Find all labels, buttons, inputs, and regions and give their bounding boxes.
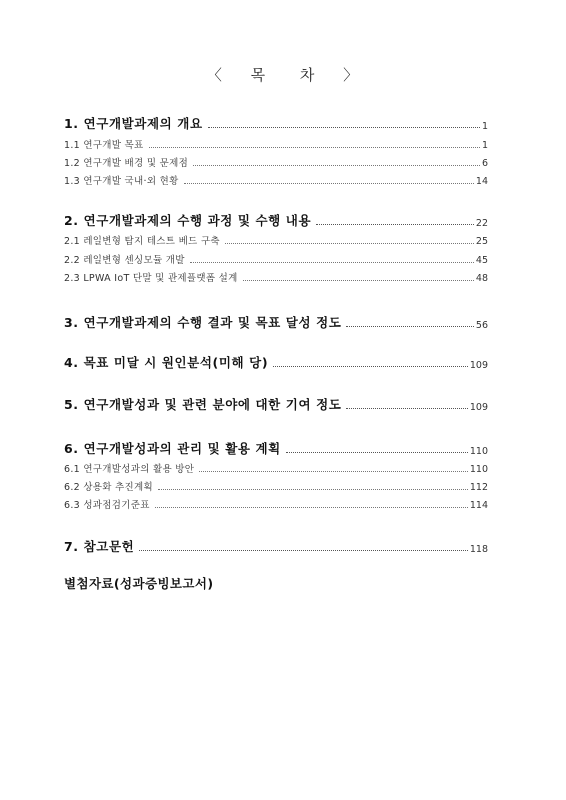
toc-entry-6-1[interactable] — [64, 461, 488, 475]
toc-entry-6[interactable] — [64, 439, 488, 457]
toc-entry-1[interactable] — [64, 114, 488, 132]
toc-entry-page: 56 — [475, 320, 488, 331]
toc-entry-page: 109 — [469, 402, 488, 413]
leader-dots — [149, 147, 480, 148]
leader-dots — [346, 408, 467, 409]
leader-dots — [273, 366, 468, 367]
page-title — [0, 64, 566, 85]
toc-entry-label: 6.2 상용화 추진계획 — [64, 482, 153, 493]
toc-entry-page: 109 — [469, 360, 488, 371]
toc-entry-3[interactable] — [64, 313, 488, 331]
title-char-1: 목 — [250, 66, 267, 84]
appendix-heading: 별첨자료(성과증빙보고서) — [64, 576, 214, 591]
toc-entry-page: 112 — [469, 482, 488, 493]
toc-entry-label: 4. 목표 미달 시 원인분석(미해 당) — [64, 355, 269, 370]
toc-entry-label: 5. 연구개발성과 및 관련 분야에 대한 기여 정도 — [64, 397, 342, 412]
toc-entry-label: 1. 연구개발과제의 개요 — [64, 116, 203, 131]
toc-entry-6-3[interactable] — [64, 497, 488, 511]
toc-entry-label: 6.1 연구개발성과의 활용 방안 — [64, 464, 195, 475]
toc-entry-page: 6 — [481, 158, 488, 169]
leader-dots — [190, 262, 474, 263]
toc-entry-2-3[interactable] — [64, 270, 488, 284]
toc-entry-page: 14 — [475, 176, 488, 187]
leader-dots — [243, 280, 474, 281]
toc-entry-1-3[interactable] — [64, 173, 488, 187]
title-right-bracket: 〉 — [343, 66, 360, 84]
leader-dots — [155, 507, 468, 508]
toc-entry-page: 118 — [469, 544, 488, 555]
toc-entry-page: 110 — [469, 464, 488, 475]
toc-entry-label: 6. 연구개발성과의 관리 및 활용 계획 — [64, 441, 281, 456]
toc-entry-6-2[interactable] — [64, 479, 488, 493]
toc-entry-page: 22 — [475, 218, 488, 229]
toc-entry-page: 25 — [475, 236, 488, 247]
toc-entry-label: 2.1 레일변형 탐지 테스트 베드 구축 — [64, 236, 220, 247]
toc-entry-2-1[interactable] — [64, 233, 488, 247]
leader-dots — [225, 243, 474, 244]
toc-entry-page: 1 — [481, 121, 488, 132]
leader-dots — [316, 224, 474, 225]
toc-entry-4[interactable] — [64, 353, 488, 371]
toc-entry-2[interactable] — [64, 211, 488, 229]
leader-dots — [346, 326, 473, 327]
leader-dots — [208, 127, 480, 128]
toc-entry-5[interactable] — [64, 395, 488, 413]
leader-dots — [139, 550, 468, 551]
toc-entry-2-2[interactable] — [64, 252, 488, 266]
toc-entry-label: 1.1 연구개발 목표 — [64, 140, 144, 151]
leader-dots — [199, 471, 468, 472]
toc-entry-label: 2. 연구개발과제의 수행 과정 및 수행 내용 — [64, 213, 312, 228]
toc-entry-label: 3. 연구개발과제의 수행 결과 및 목표 달성 정도 — [64, 315, 342, 330]
title-left-bracket: 〈 — [206, 66, 223, 84]
toc-entry-label: 2.2 레일변형 센싱모듈 개발 — [64, 255, 185, 266]
title-char-2: 차 — [299, 66, 316, 84]
toc-entry-label: 1.3 연구개발 국내·외 현황 — [64, 176, 179, 187]
toc-entry-label: 2.3 LPWA IoT 단말 및 관제플랫폼 설계 — [64, 273, 238, 284]
toc-entry-7[interactable] — [64, 537, 488, 555]
leader-dots — [158, 489, 468, 490]
toc-entry-page: 114 — [469, 500, 488, 511]
toc-entry-1-1[interactable] — [64, 137, 488, 151]
leader-dots — [193, 165, 480, 166]
toc-entry-page: 45 — [475, 255, 488, 266]
toc-entry-page: 110 — [469, 446, 488, 457]
toc-entry-label: 6.3 성과점검기준표 — [64, 500, 150, 511]
toc-entry-label: 1.2 연구개발 배경 및 문제점 — [64, 158, 189, 169]
toc-entry-page: 48 — [475, 273, 488, 284]
toc-entry-1-2[interactable] — [64, 155, 488, 169]
leader-dots — [184, 183, 474, 184]
toc-entry-page: 1 — [481, 140, 488, 151]
toc-entry-label: 7. 참고문헌 — [64, 539, 135, 554]
leader-dots — [286, 452, 468, 453]
